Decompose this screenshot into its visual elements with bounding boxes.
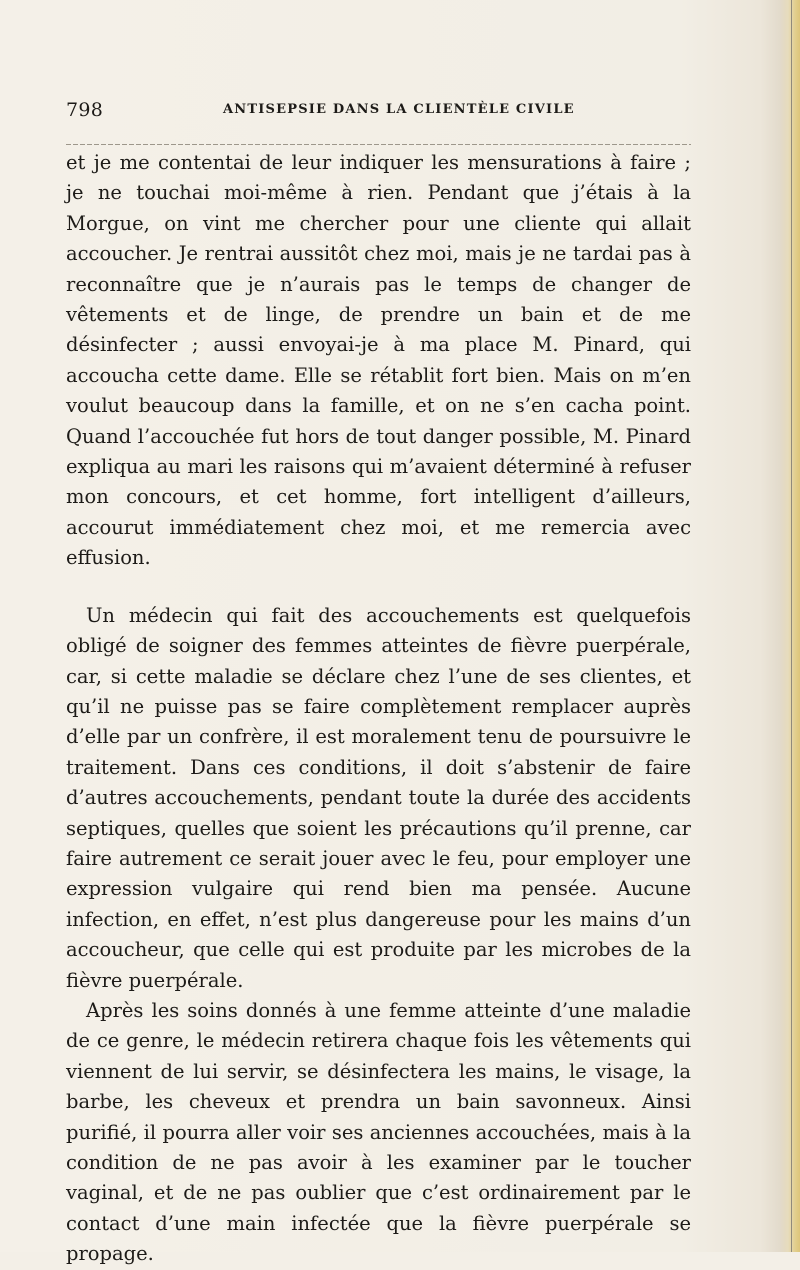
body-text <box>66 148 691 1270</box>
paragraph-gap <box>66 574 691 601</box>
page-edge <box>780 0 800 1252</box>
paragraph-3: Après les soins donnés à une femme atteinte d’une maladie de ce genre, le médecin retirera chaque fois les vêtements qui viennent de lui servir, se désinfectera les mains, le visage, la barbe, les cheveux et prendra un bain savonneux. Ainsi purifié, il pourra aller voir ses anciennes accouchées, mais à la condition de ne pas avoir à les examiner par le toucher vaginal, et de ne pas oublier que c’est ordinairement par le contact d’une main infectée que la fièvre puerpérale se propage. <box>66 998 691 1266</box>
header-rule <box>66 144 691 145</box>
running-head: ANTISEPSIE DANS LA CLIENTÈLE CIVILE <box>223 102 575 117</box>
page-edge-line <box>791 0 792 1252</box>
page-number: 798 <box>66 99 104 121</box>
paragraph-1: et je me contentai de leur indiquer les mensurations à faire ; je ne touchai moi-même à rien. Pendant que j’étais à la Morgue, on vint me chercher pour une cliente qui allait accoucher. Je rentrai aussitôt chez moi, mais je ne tardai pas à reconnaître que je n’aurais pas le temps de changer de vêtements et de linge, de prendre un bain et de me désinfecter ; aussi envoyai-je à ma place M. Pinard, qui accoucha cette dame. Elle se rétablit fort bien. Mais on m’en voulut beaucoup dans la famille, et on ne s’en cacha point. Quand l’accouchée fut hors de tout danger possible, M. Pinard expliqua au mari les raisons qui m’avaient déterminé à refuser mon concours, et cet homme, fort intelligent d’ailleurs, accourut immédiatement chez moi, et me remercia avec effusion. <box>66 151 691 570</box>
paragraph-2: Un médecin qui fait des accouchements est quelquefois obligé de soigner des femmes atteintes de fièvre puerpérale, car, si cette maladie se déclare chez l’une de ses clientes, et qu’il ne puisse pas se faire complètement remplacer auprès d’elle par un confrère, il est moralement tenu de poursuivre le traitement. Dans ces conditions, il doit s’abstenir de faire d’autres accouchements, pendant toute la durée des accidents septiques, quelles que soient les précautions qu’il prenne, car faire autrement ce serait jouer avec le feu, pour employer une expression vulgaire qui rend bien ma pensée. Aucune infection, en effet, n’est plus dangereuse pour les mains d’un accoucheur, que celle qui est produite par les microbes de la fièvre puerpérale. <box>66 603 691 992</box>
page-header <box>66 99 686 121</box>
